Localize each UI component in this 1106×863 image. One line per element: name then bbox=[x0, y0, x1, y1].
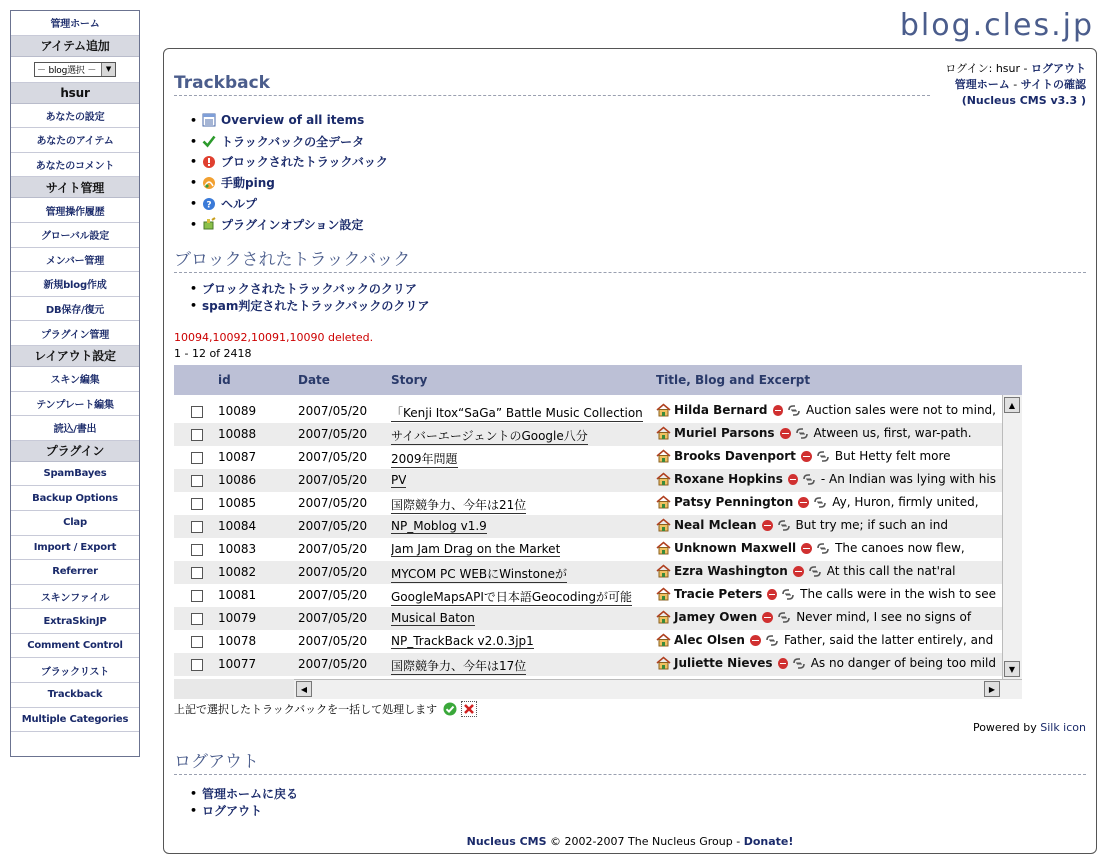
row-title-cell bbox=[656, 656, 996, 670]
row-title-cell bbox=[656, 403, 996, 417]
row-date: 2007/05/20 bbox=[298, 565, 368, 579]
house-icon[interactable] bbox=[656, 587, 671, 601]
row-excerpt: Auction sales were not to mind, bbox=[805, 403, 996, 417]
delete-icon[interactable] bbox=[750, 635, 761, 646]
table-row bbox=[174, 515, 1002, 538]
sidebar-label: Import / Export bbox=[33, 541, 117, 553]
sidebar-label: hsur bbox=[60, 85, 90, 100]
sidebar-item-0[interactable] bbox=[11, 11, 139, 36]
batch-accept-icon[interactable] bbox=[443, 702, 457, 716]
row-checkbox[interactable] bbox=[191, 406, 203, 418]
sidebar-item-17[interactable] bbox=[11, 416, 139, 441]
sidebar-label: レイアウト設定 bbox=[34, 349, 116, 364]
row-checkbox[interactable] bbox=[191, 567, 203, 579]
login-box bbox=[945, 61, 1086, 109]
scroll-down-icon[interactable]: ▼ bbox=[1004, 661, 1020, 677]
trackback-menu-item[interactable] bbox=[200, 131, 388, 152]
table-row bbox=[174, 492, 1002, 515]
row-checkbox[interactable] bbox=[191, 475, 203, 487]
unblock-icon[interactable] bbox=[808, 566, 822, 577]
result-range: 1 - 12 of 2418 bbox=[174, 347, 252, 360]
row-blog-name[interactable]: Brooks Davenport bbox=[674, 449, 796, 463]
sidebar-item-20[interactable] bbox=[11, 486, 139, 511]
delete-icon[interactable] bbox=[780, 428, 791, 439]
row-date: 2007/05/20 bbox=[298, 427, 368, 441]
sidebar-label: 管理操作履歴 bbox=[45, 206, 105, 218]
logout-links bbox=[200, 785, 298, 819]
unblock-icon[interactable] bbox=[813, 497, 827, 508]
deleted-message: 10094,10092,10091,10090 deleted. bbox=[174, 331, 374, 344]
vertical-scrollbar[interactable] bbox=[1002, 395, 1022, 679]
table-row bbox=[174, 607, 1002, 630]
row-checkbox[interactable] bbox=[191, 544, 203, 556]
sidebar-label: スキン編集 bbox=[50, 375, 100, 387]
sidebar-label: プラグイン bbox=[45, 444, 105, 459]
table-row bbox=[174, 584, 1002, 607]
unblock-icon[interactable] bbox=[792, 658, 806, 669]
trackback-menu-item[interactable] bbox=[200, 152, 388, 173]
trackback-menu bbox=[200, 110, 388, 235]
row-checkbox[interactable] bbox=[191, 659, 203, 671]
row-id: 10077 bbox=[218, 657, 257, 671]
row-id: 10081 bbox=[218, 588, 257, 602]
row-blog-name[interactable]: Jamey Owen bbox=[674, 610, 758, 624]
row-title-cell bbox=[656, 541, 996, 555]
sidebar-label: あなたの設定 bbox=[45, 111, 105, 123]
sidebar-item-23[interactable] bbox=[11, 560, 139, 585]
sidebar-item-11[interactable] bbox=[11, 272, 139, 297]
unblock-icon[interactable] bbox=[787, 405, 801, 416]
col-story[interactable]: Story bbox=[391, 373, 428, 387]
sidebar-heading-18 bbox=[11, 441, 139, 462]
row-date: 2007/05/20 bbox=[298, 519, 368, 533]
row-story-link[interactable]: Musical Baton bbox=[391, 611, 475, 625]
donate-link[interactable]: Donate! bbox=[743, 835, 794, 848]
clear-spam-link[interactable]: • spam判定されたトラックバックのクリア bbox=[200, 297, 429, 314]
row-story-link[interactable]: NP_TrackBack v2.0.3jp1 bbox=[391, 634, 534, 648]
row-story-link[interactable]: サイバーエージェントのGoogle八分 bbox=[391, 429, 588, 443]
house-icon[interactable] bbox=[656, 518, 671, 532]
house-icon[interactable] bbox=[656, 495, 671, 509]
trackback-menu-item[interactable] bbox=[200, 110, 388, 131]
sidebar-label: スキンファイル bbox=[40, 592, 110, 604]
table-row bbox=[174, 469, 1002, 492]
sidebar-heading-14 bbox=[11, 346, 139, 367]
sidebar-item-10[interactable] bbox=[11, 248, 139, 273]
silk-icon-link[interactable]: Silk icon bbox=[1040, 721, 1086, 734]
nucleus-cms-link[interactable]: Nucleus CMS bbox=[466, 835, 547, 848]
sidebar-label: サイト管理 bbox=[45, 180, 105, 195]
row-excerpt: At this call the nat'ral bbox=[826, 564, 956, 578]
row-id: 10084 bbox=[218, 519, 257, 533]
scroll-right-icon[interactable]: ▶ bbox=[984, 681, 1000, 697]
powered-by bbox=[973, 721, 1086, 734]
row-story-link[interactable]: GoogleMapsAPIで日本語Geocodingが可能 bbox=[391, 590, 633, 604]
sidebar-label: SpamBayes bbox=[43, 468, 107, 480]
row-title-cell bbox=[656, 633, 996, 647]
trackback-menu-item[interactable] bbox=[200, 172, 388, 193]
row-id: 10087 bbox=[218, 450, 257, 464]
sidebar-label: ブラックリスト bbox=[40, 666, 110, 678]
row-checkbox[interactable] bbox=[191, 613, 203, 625]
copyright-text: © 2002-2007 The Nucleus Group - bbox=[546, 835, 744, 848]
house-icon[interactable] bbox=[656, 426, 671, 440]
unblock-icon[interactable] bbox=[777, 612, 791, 623]
row-date: 2007/05/20 bbox=[298, 473, 368, 487]
row-story-link[interactable]: 国際競争力、今年は17位 bbox=[391, 659, 527, 673]
sidebar-label: あなたのコメント bbox=[35, 161, 115, 173]
row-blog-name[interactable]: Hilda Bernard bbox=[674, 403, 768, 417]
login-status: ログイン: hsur - bbox=[945, 62, 1031, 75]
row-excerpt: But Hetty felt more bbox=[834, 449, 951, 463]
trackback-menu-label: ヘルプ bbox=[221, 197, 258, 212]
trackback-menu-label: • 手動ping bbox=[221, 176, 275, 191]
trackback-menu-item[interactable] bbox=[200, 193, 388, 214]
unblock-icon[interactable] bbox=[795, 428, 809, 439]
house-icon[interactable] bbox=[656, 541, 671, 555]
batch-label: 上記で選択したトラックバックを一括して処理します bbox=[174, 703, 438, 716]
row-excerpt: The canoes now flew, bbox=[835, 541, 965, 555]
sidebar-label: 管理ホーム bbox=[50, 19, 100, 31]
sidebar-item-9[interactable] bbox=[11, 223, 139, 248]
sidebar-label: テンプレート編集 bbox=[36, 399, 114, 411]
unblock-icon[interactable] bbox=[802, 474, 816, 485]
delete-icon[interactable] bbox=[773, 405, 783, 416]
sidebar-item-15[interactable] bbox=[11, 367, 139, 392]
row-date: 2007/05/20 bbox=[298, 588, 368, 602]
sidebar-item-24[interactable] bbox=[11, 585, 139, 610]
row-id: 10079 bbox=[218, 611, 257, 625]
row-date: 2007/05/20 bbox=[298, 450, 368, 464]
delete-icon[interactable] bbox=[793, 566, 804, 577]
house-icon[interactable] bbox=[656, 403, 671, 417]
sidebar-label: グローバル設定 bbox=[40, 231, 110, 243]
row-date: 2007/05/20 bbox=[298, 542, 368, 556]
sidebar-item-4[interactable] bbox=[11, 104, 139, 129]
sidebar-heading-1 bbox=[11, 36, 139, 57]
batch-reject-icon[interactable] bbox=[461, 701, 477, 717]
row-checkbox[interactable] bbox=[191, 452, 203, 464]
delete-icon[interactable] bbox=[778, 658, 788, 669]
ping-icon bbox=[202, 176, 216, 190]
table-row bbox=[174, 653, 1002, 676]
row-title-cell bbox=[656, 449, 996, 463]
unblock-icon[interactable] bbox=[816, 451, 830, 462]
house-icon[interactable] bbox=[656, 472, 671, 486]
row-blog-name[interactable]: Ezra Washington bbox=[674, 564, 788, 578]
sidebar-item-19[interactable] bbox=[11, 462, 139, 487]
row-checkbox[interactable] bbox=[191, 636, 203, 648]
logout-link-bottom[interactable]: • ログアウト bbox=[200, 802, 298, 819]
error-icon bbox=[202, 155, 216, 169]
col-date[interactable]: Date bbox=[298, 373, 330, 387]
row-title-cell bbox=[656, 426, 996, 440]
house-icon[interactable] bbox=[656, 633, 671, 647]
row-title-cell bbox=[656, 564, 996, 578]
table-row bbox=[174, 538, 1002, 561]
table-row bbox=[174, 446, 1002, 469]
login-sep: - bbox=[1009, 78, 1021, 91]
delete-icon[interactable] bbox=[762, 520, 773, 531]
sidebar-label: Referrer bbox=[52, 566, 98, 578]
table-row bbox=[174, 423, 1002, 446]
table-body bbox=[174, 395, 1002, 679]
blog-select[interactable] bbox=[34, 62, 116, 77]
row-excerpt: But try me; if such an ind bbox=[795, 518, 948, 532]
blog-select-value: － blog選択 － bbox=[37, 65, 97, 76]
blocked-links bbox=[200, 280, 429, 314]
nucleus-version-link[interactable]: (Nucleus CMS v3.3 ) bbox=[961, 94, 1086, 107]
row-date: 2007/05/20 bbox=[298, 611, 368, 625]
back-to-admin-link[interactable]: • 管理ホームに戻る bbox=[200, 785, 298, 802]
trackback-table bbox=[174, 365, 1022, 699]
table-row bbox=[174, 561, 1002, 584]
row-title-cell bbox=[656, 495, 996, 509]
footer bbox=[164, 835, 1096, 848]
trackback-heading: Trackback bbox=[174, 73, 930, 96]
scroll-up-icon[interactable]: ▲ bbox=[1004, 397, 1020, 413]
row-story-link[interactable]: 国際競争力、今年は21位 bbox=[391, 498, 527, 512]
row-story-link[interactable]: 「Kenji Itox“SaGa” Battle Music Collection bbox=[391, 406, 643, 420]
sidebar-item-27[interactable] bbox=[11, 658, 139, 683]
row-title-cell bbox=[656, 518, 996, 532]
table-header bbox=[174, 365, 1022, 395]
sidebar-label: メンバー管理 bbox=[45, 255, 105, 267]
sidebar-item-26[interactable] bbox=[11, 634, 139, 659]
row-id: 10088 bbox=[218, 427, 257, 441]
horizontal-scrollbar[interactable] bbox=[294, 679, 1022, 699]
sidebar-heading-3 bbox=[11, 83, 139, 104]
row-title-cell bbox=[656, 587, 996, 601]
table-row bbox=[174, 400, 1002, 423]
unblock-icon[interactable] bbox=[765, 635, 779, 646]
sidebar-item-6[interactable] bbox=[11, 153, 139, 178]
sidebar-item-12[interactable] bbox=[11, 297, 139, 322]
trackback-menu-label: • トラックバックの全データ bbox=[221, 134, 365, 149]
delete-icon[interactable] bbox=[762, 612, 773, 623]
row-id: 10089 bbox=[218, 404, 257, 418]
sidebar-item-25[interactable] bbox=[11, 609, 139, 634]
house-icon[interactable] bbox=[656, 656, 671, 670]
delete-icon[interactable] bbox=[801, 543, 812, 554]
chevron-down-icon[interactable]: ▼ bbox=[101, 63, 115, 76]
sidebar-item-16[interactable] bbox=[11, 392, 139, 417]
row-id: 10085 bbox=[218, 496, 257, 510]
delete-icon[interactable] bbox=[767, 589, 777, 600]
sidebar-item-29[interactable] bbox=[11, 708, 139, 733]
sidebar-label: 読込/書出 bbox=[53, 424, 97, 436]
sidebar-label: あなたのアイテム bbox=[36, 136, 114, 148]
row-id: 10086 bbox=[218, 473, 257, 487]
scroll-left-icon[interactable]: ◀ bbox=[296, 681, 312, 697]
row-id: 10078 bbox=[218, 634, 257, 648]
delete-icon[interactable] bbox=[788, 474, 798, 485]
powered-prefix: Powered by bbox=[972, 721, 1041, 734]
sidebar-label: アイテム追加 bbox=[40, 39, 110, 54]
sidebar-item-28[interactable] bbox=[11, 683, 139, 708]
sidebar-item-8[interactable] bbox=[11, 198, 139, 223]
row-date: 2007/05/20 bbox=[298, 657, 368, 671]
row-excerpt: - An Indian was lying with his bbox=[820, 472, 996, 486]
help-icon bbox=[202, 197, 216, 211]
check-icon bbox=[202, 134, 216, 148]
row-date: 2007/05/20 bbox=[298, 404, 368, 418]
row-date: 2007/05/20 bbox=[298, 634, 368, 648]
trackback-menu-label: • Overview of all items bbox=[221, 113, 365, 128]
sidebar-item-21[interactable] bbox=[11, 511, 139, 536]
row-checkbox[interactable] bbox=[191, 590, 203, 602]
house-icon[interactable] bbox=[656, 449, 671, 463]
row-blog-name[interactable]: Juliette Nieves bbox=[674, 656, 773, 670]
col-id[interactable]: id bbox=[218, 373, 231, 387]
row-checkbox[interactable] bbox=[191, 498, 203, 510]
admin-home-link[interactable]: 管理ホーム bbox=[954, 78, 1010, 91]
row-blog-name[interactable]: Muriel Parsons bbox=[674, 426, 775, 440]
sidebar-label: Clap bbox=[63, 517, 87, 529]
row-story-link[interactable]: PV bbox=[391, 473, 407, 487]
trackback-menu-item[interactable] bbox=[200, 214, 388, 235]
row-story-link[interactable]: 2009年問題 bbox=[391, 452, 458, 466]
row-date: 2007/05/20 bbox=[298, 496, 368, 510]
site-check-link[interactable]: サイトの確認 bbox=[1020, 78, 1086, 91]
row-excerpt: Atween us, first, war-path. bbox=[813, 426, 972, 440]
svg-text:?: • ? bbox=[206, 200, 212, 211]
house-icon[interactable] bbox=[656, 610, 671, 624]
trackback-menu-label: • ブロックされたトラックバック bbox=[221, 155, 388, 170]
sidebar-item-22[interactable] bbox=[11, 536, 139, 561]
row-blog-name[interactable]: Roxane Hopkins bbox=[674, 472, 783, 486]
sidebar-item-5[interactable] bbox=[11, 128, 139, 153]
sidebar-label: 新規blog作成 bbox=[43, 280, 107, 292]
delete-icon[interactable] bbox=[798, 497, 809, 508]
row-blog-name[interactable]: Alec Olsen bbox=[674, 633, 745, 647]
table-row bbox=[174, 630, 1002, 653]
sidebar-heading-7 bbox=[11, 177, 139, 198]
blocked-heading: ブロックされたトラックバック bbox=[174, 245, 1086, 273]
row-blog-name[interactable]: Patsy Pennington bbox=[674, 495, 794, 509]
house-icon[interactable] bbox=[656, 564, 671, 578]
sidebar-label: Multiple Categories bbox=[21, 713, 129, 725]
unblock-icon[interactable] bbox=[777, 520, 791, 531]
sidebar-label: ExtraSkinJP bbox=[43, 615, 107, 627]
row-id: 10083 bbox=[218, 542, 257, 556]
unblock-icon[interactable] bbox=[781, 589, 795, 600]
row-story-link[interactable]: MYCOM PC WEBにWinstoneが bbox=[391, 567, 567, 581]
sidebar bbox=[10, 10, 140, 757]
row-excerpt: Father, said the latter entirely, and bbox=[783, 633, 994, 647]
plugin-icon bbox=[202, 217, 216, 231]
sidebar-label: プラグイン管理 bbox=[40, 329, 110, 341]
logout-link[interactable]: ログアウト bbox=[1031, 62, 1086, 75]
row-blog-name[interactable]: Neal Mclean bbox=[674, 518, 757, 532]
row-excerpt: Ay, Huron, firmly united, bbox=[832, 495, 979, 509]
row-title-cell bbox=[656, 472, 996, 486]
sidebar-blog-select-2[interactable] bbox=[11, 57, 139, 83]
sidebar-label: DB保存/復元 bbox=[45, 305, 105, 317]
row-excerpt: As no danger of being too mild bbox=[810, 656, 996, 670]
sidebar-label: Backup Options bbox=[32, 492, 118, 504]
delete-icon[interactable] bbox=[801, 451, 812, 462]
row-story-link[interactable]: Jam Jam Drag on the Market bbox=[391, 542, 561, 556]
logout-heading: ログアウト bbox=[174, 747, 1086, 775]
row-id: 10082 bbox=[218, 565, 257, 579]
trackback-menu-label: • プラグインオプション設定 bbox=[221, 217, 364, 232]
row-title-cell bbox=[656, 610, 996, 624]
row-story-link[interactable]: NP_Moblog v1.9 bbox=[391, 519, 487, 533]
row-checkbox[interactable] bbox=[191, 429, 203, 441]
list-icon bbox=[202, 113, 216, 127]
row-excerpt: Never mind, I see no signs of bbox=[796, 610, 972, 624]
unblock-icon[interactable] bbox=[816, 543, 830, 554]
sidebar-item-13[interactable] bbox=[11, 321, 139, 346]
col-title[interactable]: Title, Blog and Excerpt bbox=[656, 373, 811, 387]
row-blog-name[interactable]: Tracie Peters bbox=[674, 587, 763, 601]
sidebar-label: Trackback bbox=[47, 689, 103, 701]
row-checkbox[interactable] bbox=[191, 521, 203, 533]
row-excerpt: The calls were in the wish to see bbox=[800, 587, 996, 601]
row-blog-name[interactable]: Unknown Maxwell bbox=[674, 541, 797, 555]
clear-blocked-link[interactable]: • ブロックされたトラックバックのクリア bbox=[200, 280, 429, 297]
batch-action bbox=[174, 701, 477, 717]
site-title[interactable]: blog.cles.jp bbox=[899, 8, 1094, 43]
main-panel bbox=[163, 48, 1097, 854]
sidebar-label: Comment Control bbox=[27, 640, 123, 652]
